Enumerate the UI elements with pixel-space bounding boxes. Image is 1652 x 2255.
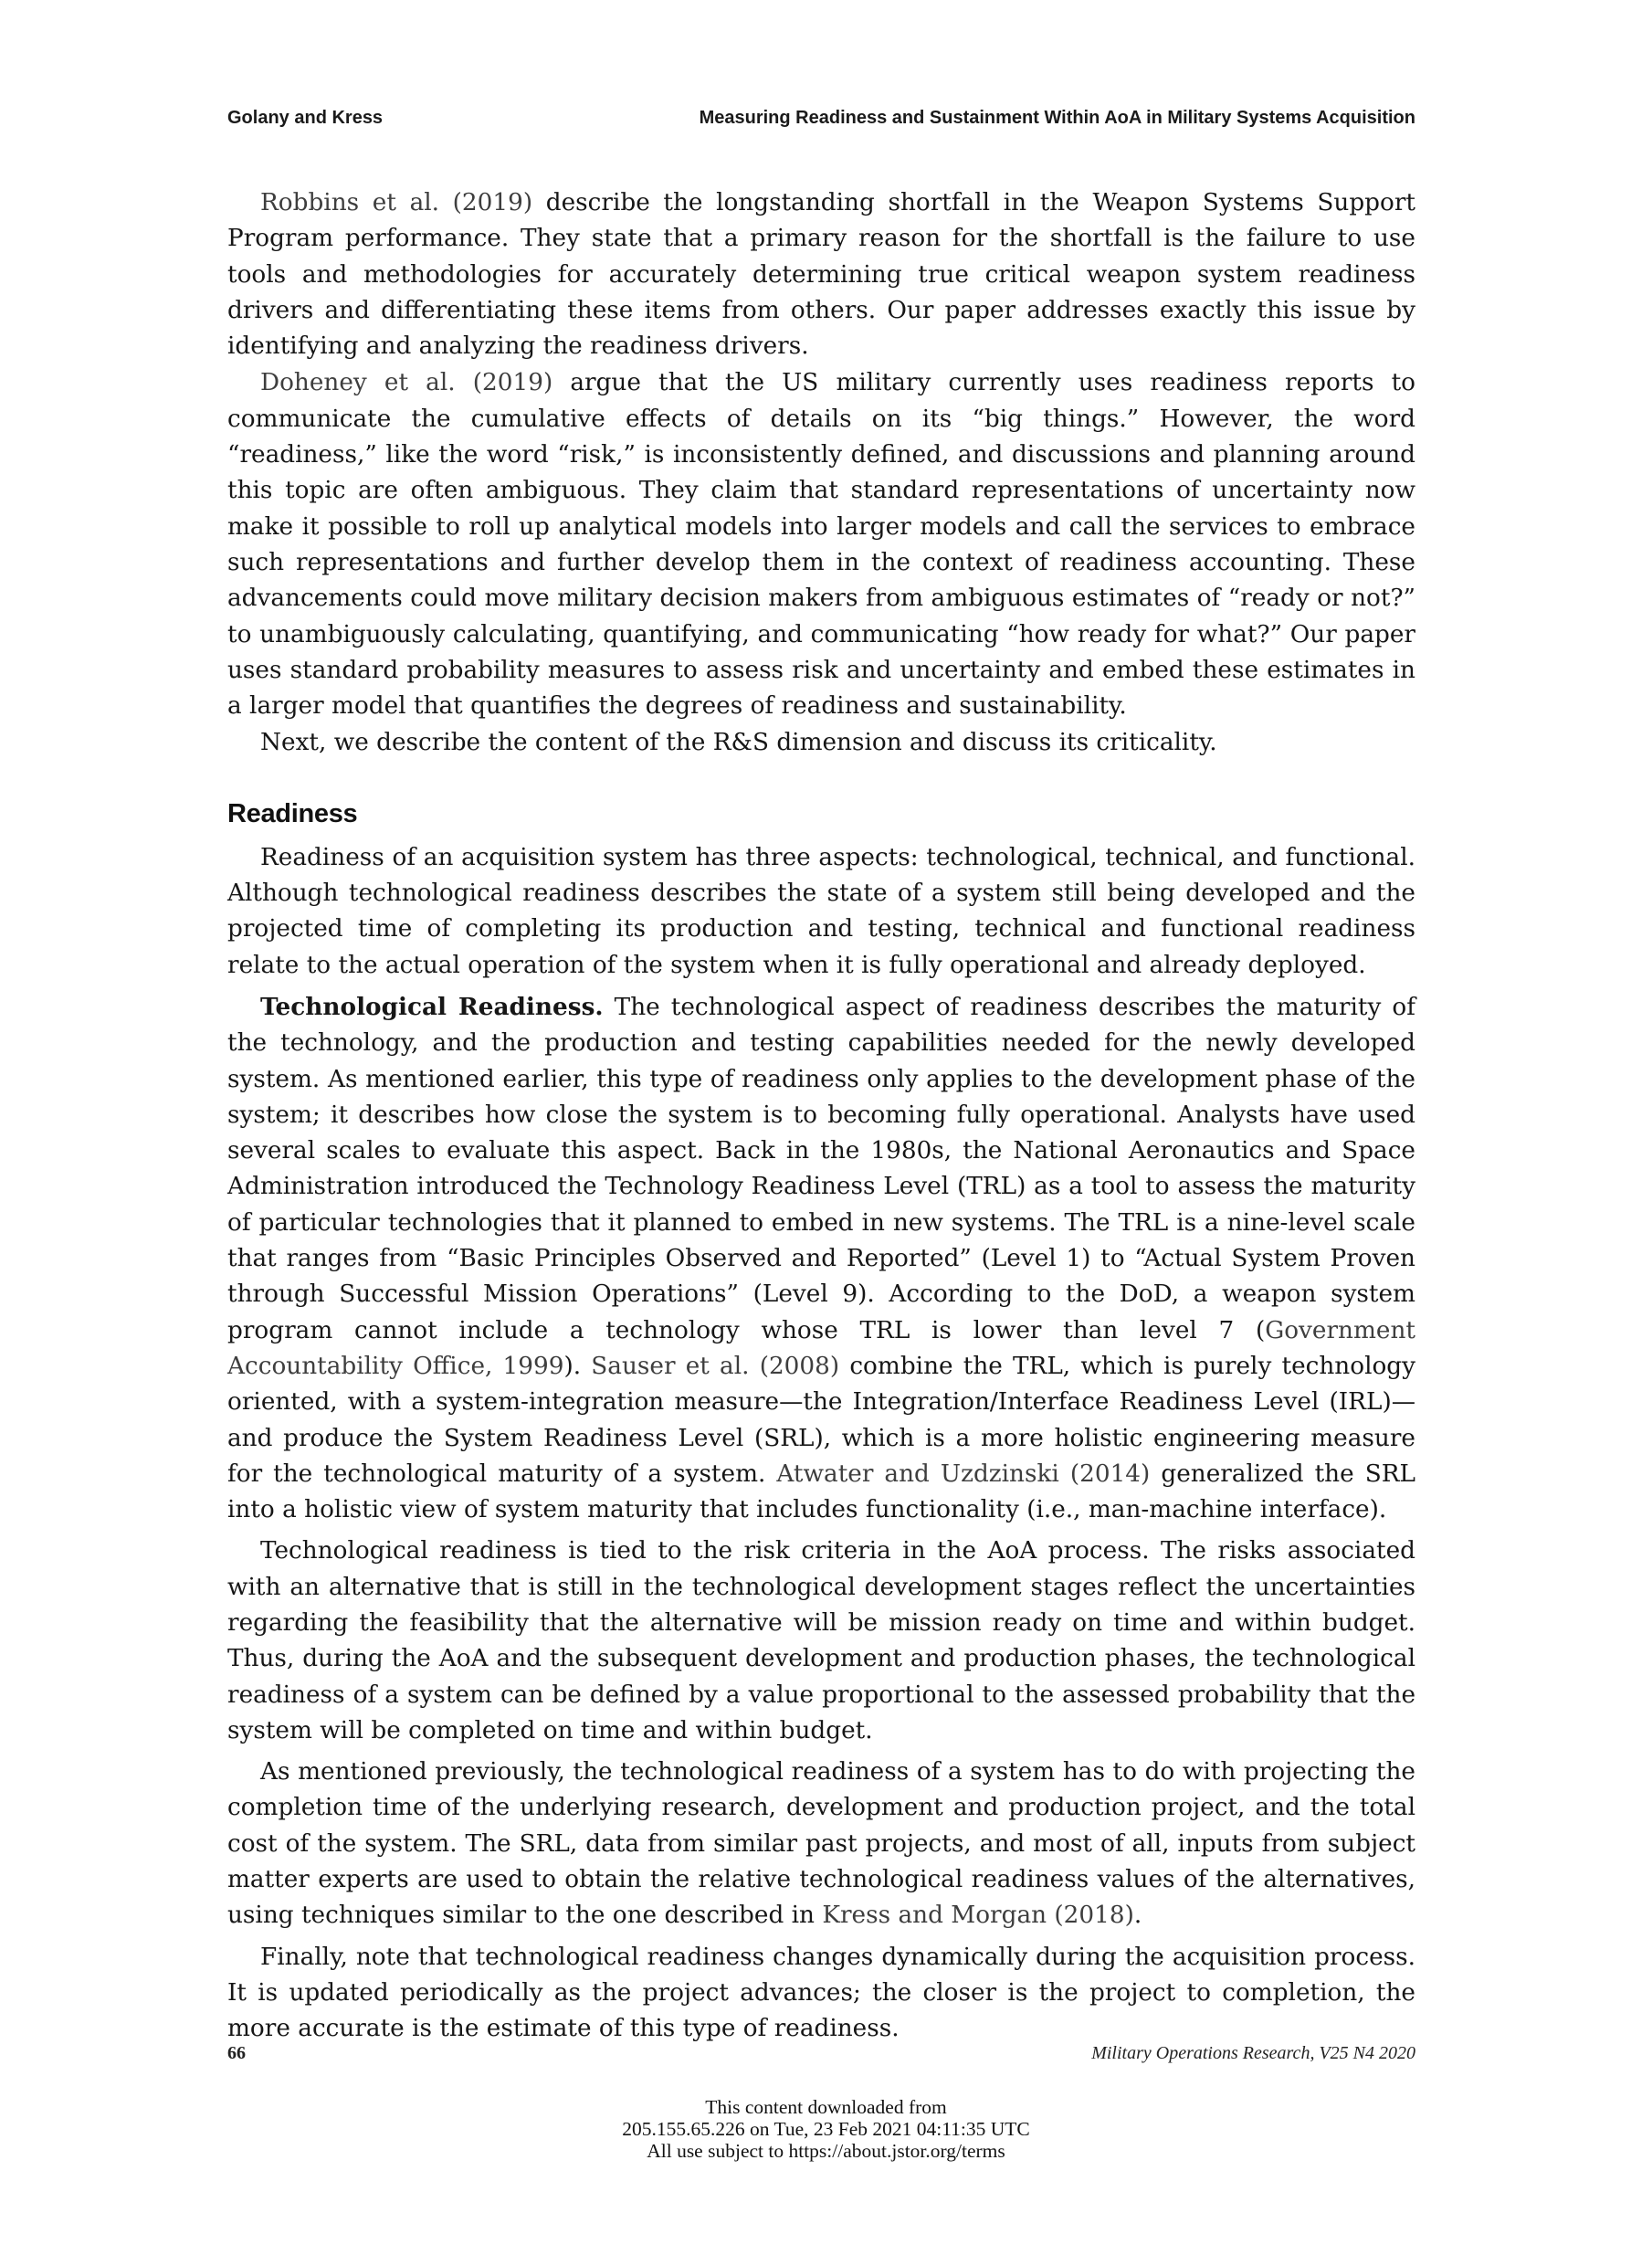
paragraph-text: Readiness of an acquisition system has three aspects: technological, technical, and functional. Although technological readiness describes the state of a system still being developed and the projected time of completing its production and testing, technical and functional readiness relate to the actual operation of the system when it is fully operational and already deployed. [227, 843, 1415, 979]
paragraph-readiness-intro [227, 840, 1415, 984]
paragraph-text: ). [563, 1352, 592, 1380]
paragraph-text: argue that the US military currently uses readiness reports to communicate the cumulative effects of details on its “big things.” However, the word “readiness,” like the word “risk,” is inconsistently defined, and discussions and planning around this topic are often ambiguous. They claim that standard representations of uncertainty now make it possible to roll up analytical models into larger models and call the services to embrace such representations and further develop them in the context of readiness accounting. These advancements could move military decision makers from ambiguous estimates of “ready or not?” to unambiguously calculating, quantifying, and communicating “how ready for what?” Our paper uses standard probability measures to assess risk and uncertainty and embed these estimates in a larger model that quantifies the degrees of readiness and sustainability. [227, 369, 1415, 721]
paragraph-risk-criteria [227, 1533, 1415, 1749]
paragraph-robbins [227, 185, 1415, 364]
citation-link[interactable]: Atwater and Uzdzinski (2014) [776, 1459, 1151, 1488]
runin-heading: Technological Readiness. [260, 992, 604, 1021]
section-heading-readiness: Readiness [227, 798, 358, 828]
download-notice [0, 2096, 1652, 2162]
running-header [227, 108, 1415, 135]
paragraph-doheney [227, 365, 1415, 724]
download-line: This content downloaded from [705, 2096, 947, 2118]
citation-link[interactable]: Sauser et al. (2008) [591, 1352, 840, 1380]
paragraph-text: Finally, note that technological readiness changes dynamically during the acquisition process. It is updated periodically as the project advances; the closer is the project to completion, the more accurate is the estimate of this type of readiness. [227, 1943, 1415, 2043]
paragraph-text: combine the TRL, which is purely technology oriented, with a system-integration measure—the Integration/Interface Readiness Level (IRL)—and produce the System Readiness Level (SRL), which is a more holistic engineering measure for the technological maturity of a system. [227, 1352, 1415, 1488]
paragraph-text: The technological aspect of readiness describes the maturity of the technology, and the production and testing capabilities needed for the newly developed system. As mentioned earlier, this type of readiness only applies to the development phase of the system; it describes how close the system is to becoming fully operational. Analysts have used several scales to evaluate this aspect. Back in the 1980s, the National Aeronautics and Space Administration introduced the Technology Readiness Level (TRL) as a tool to assess the maturity of particular technologies that it planned to embed in new systems. The TRL is a nine-level scale that ranges from “Basic Principles Observed and Reported” (Level 1) to “Actual System Proven through Successful Mission Operations” (Level 9). According to the DoD, a weapon system program cannot include a technology whose TRL is lower than level 7 ( [227, 993, 1415, 1344]
paragraph-dynamic-readiness [227, 1940, 1415, 2048]
citation-link[interactable]: Doheney et al. (2019) [260, 369, 553, 397]
paragraph-text: generalized the SRL into a holistic view of system maturity that includes functionality (i.e., man-machine interface). [227, 1459, 1415, 1524]
paragraph-technological-readiness [227, 989, 1415, 1528]
paragraph-completion-time [227, 1754, 1415, 1934]
paragraph-text: describe the longstanding shortfall in the Weapon Systems Support Program performance. They state that a primary reason for the shortfall is the failure to use tools and methodologies for accurately determining true critical weapon system readiness drivers and differentiating these items from others. Our paper addresses exactly this issue by identifying and analyzing the readiness drivers. [227, 189, 1415, 361]
citation-link[interactable]: Robbins et al. (2019) [260, 189, 533, 216]
paragraph-text: Next, we describe the content of the R&S dimension and discuss its criticality. [260, 729, 1217, 757]
page-number: 66 [227, 2043, 246, 2063]
journal-citation: Military Operations Research, V25 N4 2020 [1091, 2043, 1415, 2063]
page-footer [227, 2043, 1415, 2064]
terms-link[interactable]: All use subject to https://about.jstor.org/terms [647, 2140, 1005, 2162]
download-line: 205.155.65.226 on Tue, 23 Feb 2021 04:11:35 UTC [622, 2118, 1030, 2140]
article-body [227, 185, 1415, 2053]
paragraph-text: As mentioned previously, the technological readiness of a system has to do with projecting the completion time of the underlying research, development and production project, and the total cost of the system. The SRL, data from similar past projects, and most of all, inputs from subject matter experts are used to obtain the relative technological readiness values of the alternatives, using techniques similar to the one described in [227, 1758, 1415, 1930]
paragraph-next [227, 725, 1415, 761]
header-running-title: Measuring Readiness and Sustainment Within AoA in Military Systems Acquisition [699, 108, 1415, 128]
header-authors: Golany and Kress [227, 108, 384, 128]
citation-link[interactable]: Government Accountability Office, 1999 [227, 1316, 1415, 1380]
paragraph-text: . [1133, 1902, 1142, 1930]
paragraph-text: Technological readiness is tied to the risk criteria in the AoA process. The risks associated with an alternative that is still in the technological development stages reflect the uncertainties regarding the feasibility that the alternative will be mission ready on time and within budget. Thus, during the AoA and the subsequent development and production phases, the technological readiness of a system can be defined by a value proportional to the assessed probability that the system will be completed on time and within budget. [227, 1537, 1415, 1744]
citation-link[interactable]: Kress and Morgan (2018) [822, 1902, 1134, 1930]
